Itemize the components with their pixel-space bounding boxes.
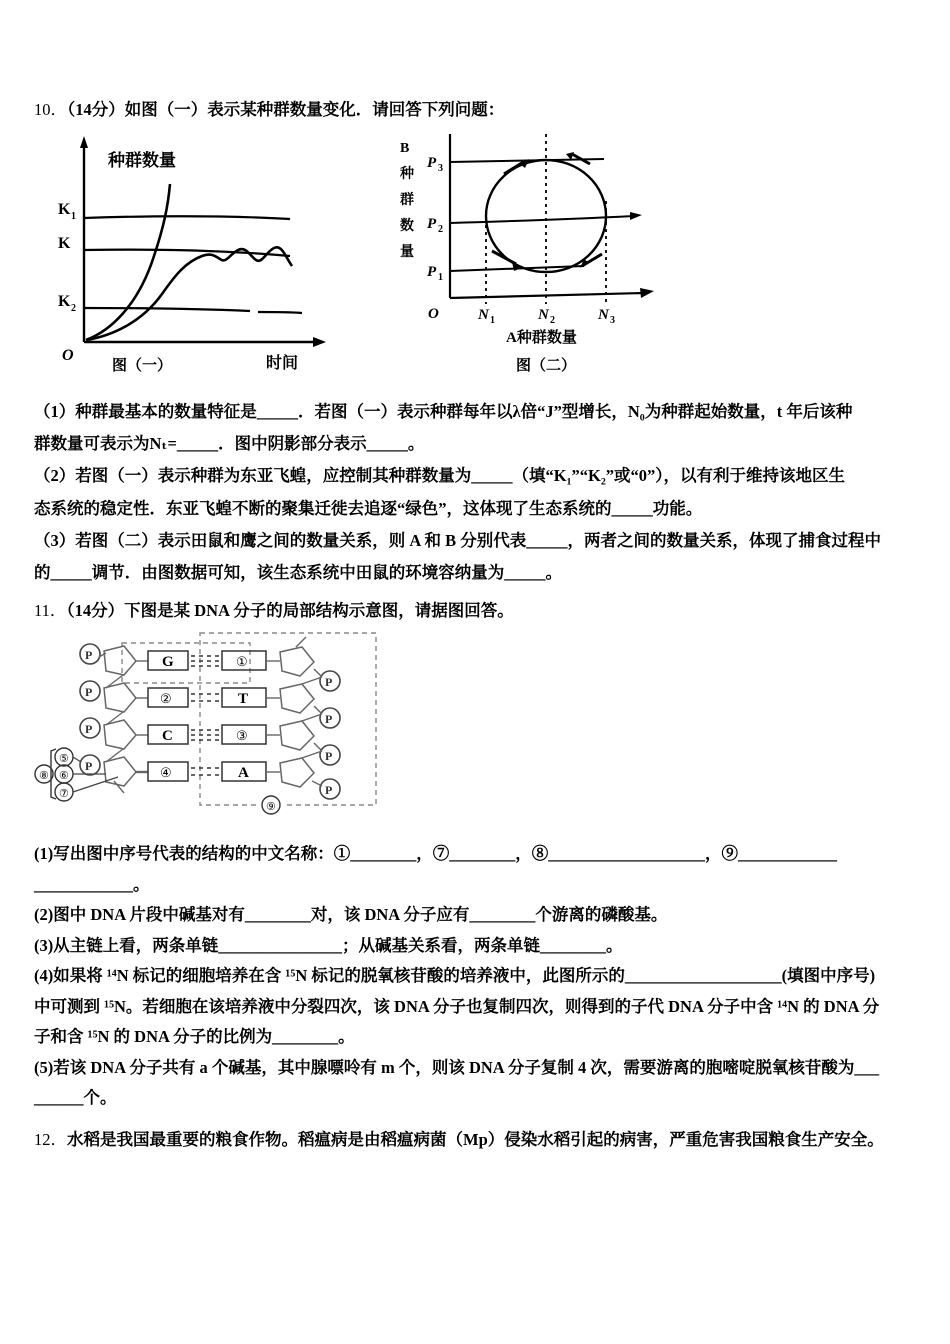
question-10-stem: 如图（一）表示某种群数量变化．请回答下列问题： xyxy=(124,100,505,119)
svg-text:P: P xyxy=(427,216,437,232)
svg-text:群: 群 xyxy=(400,193,414,208)
svg-text:A种群数量: A种群数量 xyxy=(506,330,577,346)
svg-text:3: 3 xyxy=(610,315,615,326)
figure-one-caption: 图（一） xyxy=(112,358,173,374)
question-11-number: 11． xyxy=(34,601,67,621)
svg-text:3: 3 xyxy=(438,163,443,174)
q11-sub3: (3)从主链上看，两条单链_______________；从碱基关系看，两条单链________。 xyxy=(34,935,623,955)
dna-figure xyxy=(34,629,918,829)
figure-two xyxy=(394,126,714,394)
q11-sub4-line1: (4)如果将 ¹⁴N 标记的细胞培养在含 ¹⁵N 标记的脱氧核苷酸的培养液中，此图所示的___________________(填图中序号) xyxy=(34,966,876,986)
svg-text:③: ③ xyxy=(236,728,248,744)
svg-text:④: ④ xyxy=(160,765,172,781)
svg-text:P: P xyxy=(85,759,93,774)
svg-text:G: G xyxy=(162,654,174,671)
svg-text:K: K xyxy=(58,235,71,252)
q10-sub3-line2: 的_____调节．由图数据可知，该生态系统中田鼠的环境容纳量为_____。 xyxy=(34,562,562,582)
q10-sub2-line1: （2）若图（一）表示种群为东亚飞蝗，应控制其种群数量为_____（填“K₁”“K₂”或“0”），以有利于维持该地区生 xyxy=(34,466,846,486)
figure-one xyxy=(50,126,370,394)
svg-text:C: C xyxy=(162,728,173,745)
svg-text:⑤: ⑤ xyxy=(59,753,69,766)
q10-sub3-line1: （3）若图（二）表示田鼠和鹰之间的数量关系，则 A 和 B 分别代表_____，两者之间的数量关系，体现了捕食过程中 xyxy=(34,530,882,550)
svg-text:时间: 时间 xyxy=(266,355,299,372)
svg-text:⑨: ⑨ xyxy=(266,801,276,814)
svg-text:P: P xyxy=(85,722,93,737)
svg-text:T: T xyxy=(238,691,249,708)
svg-text:种: 种 xyxy=(400,167,414,182)
question-11-stem: 下图是某 DNA 分子的局部结构示意图，请据图回答。 xyxy=(124,601,514,621)
svg-text:P: P xyxy=(325,675,333,690)
q10-sub2-line2: 态系统的稳定性．东亚飞蝗不断的聚集迁徙去追逐“绿色”，这体现了生态系统的_____功能。 xyxy=(34,498,703,518)
q11-sub2: (2)图中 DNA 片段中碱基对有________对，该 DNA 分子应有________个游离的磷酸基。 xyxy=(34,905,668,925)
svg-text:2: 2 xyxy=(438,224,443,235)
q11-sub5-line1: (5)若该 DNA 分子共有 a 个碱基，其中腺嘌呤有 m 个，则该 DNA 分子复制 4 次，需要游离的胞嘧啶脱氧核苷酸为___ xyxy=(34,1057,880,1077)
question-11-score: （14分） xyxy=(66,601,125,621)
svg-text:O: O xyxy=(428,306,439,322)
q11-sub5-line2: ______个。 xyxy=(34,1088,117,1108)
dna-figure-svg xyxy=(39,629,418,829)
svg-text:种群数量: 种群数量 xyxy=(108,151,176,170)
svg-text:N: N xyxy=(538,307,549,323)
q10-sub1-line1: （1）种群最基本的数量特征是_____．若图（一）表示种群每年以λ倍“J”型增长，N₀为种群起始数量，t 年后该种 xyxy=(34,402,853,421)
question-10-heading xyxy=(34,96,918,120)
svg-text:N: N xyxy=(478,307,489,323)
svg-text:P: P xyxy=(427,155,437,171)
question-11-heading xyxy=(34,597,918,621)
svg-text:量: 量 xyxy=(400,245,414,260)
svg-text:2: 2 xyxy=(550,315,555,326)
svg-text:⑥: ⑥ xyxy=(59,770,69,783)
svg-text:P: P xyxy=(85,648,93,663)
q11-sub4-line3: 子和含 ¹⁵N 的 DNA 分子的比例为________。 xyxy=(34,1027,355,1047)
svg-text:P: P xyxy=(325,749,333,764)
question-10-score: （14分） xyxy=(67,100,125,119)
svg-text:A: A xyxy=(238,765,249,782)
svg-text:O: O xyxy=(62,347,74,364)
svg-text:K: K xyxy=(58,201,71,218)
svg-text:1: 1 xyxy=(438,272,443,283)
q11-sub1-line1: (1)写出图中序号代表的结构的中文名称：①________，⑦________，⑧___________________，⑨____________ xyxy=(34,844,837,864)
svg-text:N: N xyxy=(598,307,609,323)
svg-text:①: ① xyxy=(236,654,248,670)
q11-sub4-line2: 中可测到 ¹⁵N。若细胞在该培养液中分裂四次，该 DNA 分子也复制四次，则得到的子代 DNA 分子中含 ¹⁴N 的 DNA 分 xyxy=(34,996,880,1016)
svg-text:⑦: ⑦ xyxy=(59,788,69,801)
question-12 xyxy=(34,1124,918,1156)
svg-text:B: B xyxy=(400,141,410,156)
svg-text:K: K xyxy=(58,293,71,310)
question-12-number: 12． xyxy=(34,1129,67,1149)
svg-text:1: 1 xyxy=(71,211,76,222)
figure-two-caption: 图（二） xyxy=(516,358,577,374)
svg-text:P: P xyxy=(427,264,437,280)
question-12-stem: 水稻是我国最重要的粮食作物。稻瘟病是由稻瘟病菌（Mp）侵染水稻引起的病害，严重危害我国粮食生产安全。 xyxy=(67,1129,884,1149)
svg-text:P: P xyxy=(85,685,93,700)
svg-text:P: P xyxy=(325,712,333,727)
svg-text:⑧: ⑧ xyxy=(39,770,49,783)
page-content xyxy=(34,96,918,1156)
svg-text:P: P xyxy=(325,783,333,798)
q10-sub1-line2: 群数量可表示为Nₜ=_____．图中阴影部分表示_____。 xyxy=(34,434,425,454)
question-10-number: 10． xyxy=(34,100,67,119)
question-10-figures xyxy=(34,126,918,394)
figure-one-svg xyxy=(50,126,370,394)
svg-text:1: 1 xyxy=(490,315,495,326)
svg-text:②: ② xyxy=(160,691,172,707)
svg-text:2: 2 xyxy=(71,303,76,314)
svg-text:数: 数 xyxy=(400,219,414,234)
q11-sub1-line2: ____________。 xyxy=(34,874,150,894)
